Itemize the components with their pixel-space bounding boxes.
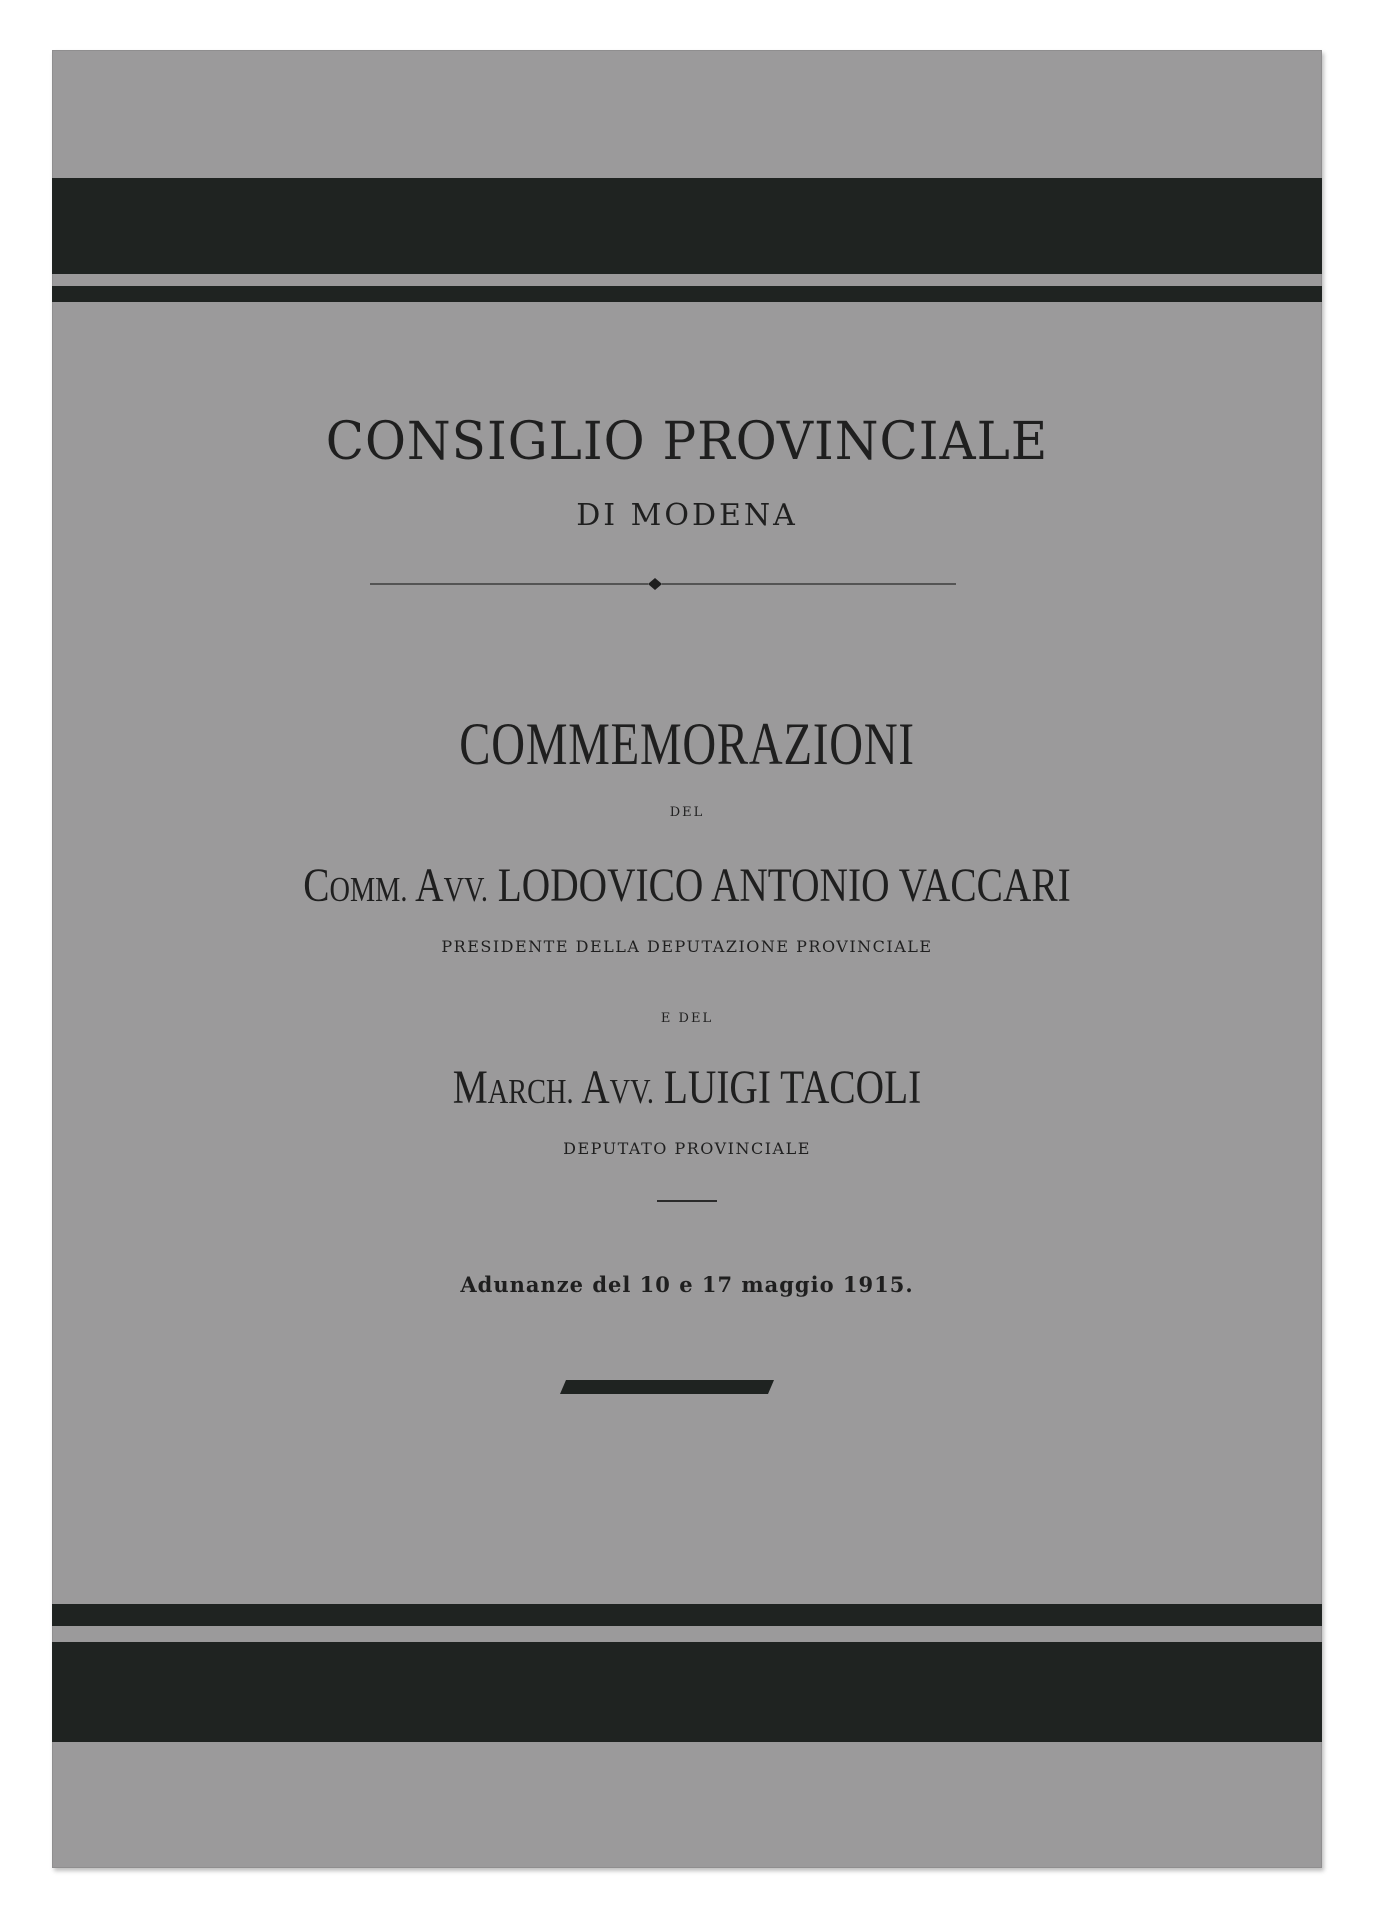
city-heading: DI MODENA <box>576 498 798 533</box>
person1-title-rest-1: OMM. <box>329 871 408 909</box>
meeting-dates: Adunanze del 10 e 17 maggio 1915. <box>460 1272 914 1297</box>
booklet-cover <box>52 50 1322 1868</box>
person2-line <box>166 1060 1207 1115</box>
person1-line <box>166 858 1207 913</box>
person1-name: LODOVICO ANTONIO VACCARI <box>497 859 1071 912</box>
person1-title-rest-2: VV. <box>443 871 488 909</box>
e-del-connector: E DEL <box>660 1011 714 1026</box>
council-heading: CONSIGLIO PROVINCIALE <box>325 410 1049 472</box>
document-title: COMMEMORAZIONI <box>459 711 915 777</box>
top-thick-band <box>52 178 1322 274</box>
closing-bar-ornament <box>560 1380 774 1394</box>
person2-name: LUIGI TACOLI <box>663 1061 922 1114</box>
diamond-rule-ornament <box>370 577 956 591</box>
top-thin-band <box>52 286 1322 302</box>
person2-title-initial-1: M <box>452 1061 488 1114</box>
del-connector: DEL <box>669 805 705 820</box>
person2-role: DEPUTATO PROVINCIALE <box>563 1139 811 1158</box>
person1-title-initial-1: C <box>303 859 330 912</box>
person2-title-rest-1: ARCH. <box>487 1073 574 1111</box>
person2-title-initial-2: A <box>581 1061 610 1114</box>
short-divider-rule <box>657 1200 717 1202</box>
person1-role: PRESIDENTE DELLA DEPUTAZIONE PROVINCIALE <box>441 937 933 956</box>
person2-title-rest-2: VV. <box>609 1073 655 1111</box>
bottom-thin-band <box>52 1604 1322 1626</box>
person1-title-initial-2: A <box>415 859 444 912</box>
bottom-thick-band <box>52 1642 1322 1742</box>
